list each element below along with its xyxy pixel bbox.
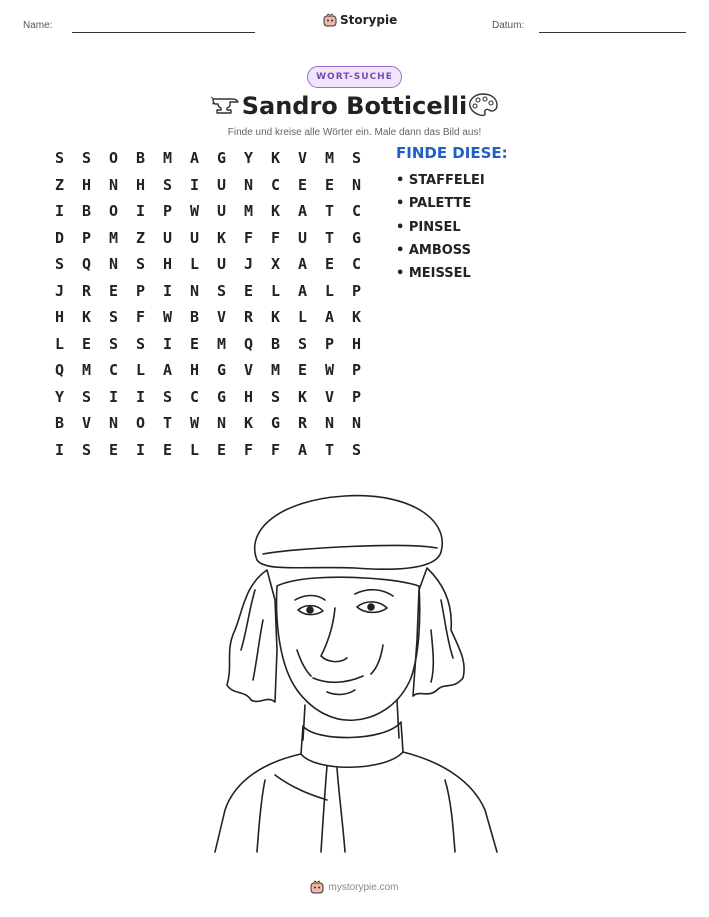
grid-letter[interactable]: E (216, 440, 227, 459)
grid-letter[interactable]: I (108, 387, 119, 406)
grid-letter[interactable]: B (270, 334, 281, 353)
grid-letter[interactable]: L (54, 334, 65, 353)
grid-letter[interactable]: E (108, 440, 119, 459)
grid-letter[interactable]: F (270, 440, 281, 459)
grid-letter[interactable]: N (324, 414, 335, 433)
grid-letter[interactable]: U (162, 228, 173, 247)
grid-letter[interactable]: K (243, 414, 254, 433)
grid-letter[interactable]: W (189, 414, 200, 433)
grid-letter[interactable]: T (324, 440, 335, 459)
grid-letter[interactable]: M (81, 361, 92, 380)
grid-letter[interactable]: W (162, 308, 173, 327)
grid-letter[interactable]: R (243, 308, 254, 327)
grid-letter[interactable]: P (135, 281, 146, 300)
grid-letter[interactable]: I (162, 334, 173, 353)
grid-letter[interactable]: A (324, 308, 335, 327)
grid-letter[interactable]: I (162, 281, 173, 300)
grid-letter[interactable]: U (297, 228, 308, 247)
grid-letter[interactable]: S (216, 281, 227, 300)
grid-letter[interactable]: A (297, 255, 308, 274)
grid-letter[interactable]: K (81, 308, 92, 327)
grid-letter[interactable]: V (216, 308, 227, 327)
date-line[interactable] (539, 32, 686, 33)
grid-letter[interactable]: K (270, 308, 281, 327)
grid-letter[interactable]: M (108, 228, 119, 247)
grid-letter[interactable]: B (189, 308, 200, 327)
grid-row (46, 145, 370, 172)
grid-letter[interactable]: L (189, 255, 200, 274)
grid-letter[interactable]: L (297, 308, 308, 327)
instructions: Finde und kreise alle Wörter ein. Male dann das Bild aus! (227, 127, 482, 138)
collar (301, 722, 403, 767)
grid-letter[interactable]: C (351, 255, 362, 274)
grid-letter[interactable]: S (297, 334, 308, 353)
grid-letter[interactable]: E (162, 440, 173, 459)
grid-letter[interactable]: G (216, 149, 227, 168)
grid-letter[interactable]: F (243, 228, 254, 247)
grid-letter[interactable]: B (135, 149, 146, 168)
grid-row (46, 410, 370, 437)
find-title: FINDE DIESE: (396, 144, 508, 162)
grid-letter[interactable]: B (54, 414, 65, 433)
grid-row (46, 225, 370, 252)
grid-letter[interactable]: F (270, 228, 281, 247)
grid-letter[interactable]: E (324, 255, 335, 274)
grid-letter[interactable]: H (243, 387, 254, 406)
grid-letter[interactable]: S (54, 149, 65, 168)
grid-letter[interactable]: U (189, 228, 200, 247)
grid-letter[interactable]: Z (135, 228, 146, 247)
footer-url[interactable]: mystorypie.com (328, 881, 399, 893)
grid-letter[interactable]: E (297, 175, 308, 194)
date-label: Datum: (492, 20, 525, 31)
grid-letter[interactable]: K (351, 308, 362, 327)
name-line[interactable] (72, 32, 255, 33)
grid-letter[interactable]: C (351, 202, 362, 221)
grid-letter[interactable]: P (351, 387, 362, 406)
grid-letter[interactable]: P (162, 202, 173, 221)
word-search-badge: WORT-SUCHE (307, 66, 402, 88)
grid-row (46, 172, 370, 199)
grid-letter[interactable]: T (324, 202, 335, 221)
brand-name: Storypie (340, 13, 398, 27)
grid-letter[interactable]: H (54, 308, 65, 327)
grid-letter[interactable]: A (162, 361, 173, 380)
grid-letter[interactable]: B (81, 202, 92, 221)
grid-letter[interactable]: M (162, 149, 173, 168)
grid-letter[interactable]: N (189, 281, 200, 300)
grid-letter[interactable]: P (351, 281, 362, 300)
grid-letter[interactable]: G (270, 414, 281, 433)
grid-letter[interactable]: L (324, 281, 335, 300)
grid-letter[interactable]: W (189, 202, 200, 221)
grid-letter[interactable]: I (135, 387, 146, 406)
grid-row (46, 437, 370, 464)
grid-letter[interactable]: X (270, 255, 281, 274)
word-item: • MEISSEL (396, 266, 471, 282)
grid-row (46, 331, 370, 358)
grid-letter[interactable]: V (81, 414, 92, 433)
grid-letter[interactable]: S (108, 334, 119, 353)
grid-letter[interactable]: S (81, 149, 92, 168)
grid-row (46, 304, 370, 331)
grid-letter[interactable]: L (270, 281, 281, 300)
word-item: • PINSEL (396, 219, 461, 235)
grid-letter[interactable]: C (108, 361, 119, 380)
grid-letter[interactable]: I (54, 440, 65, 459)
grid-letter[interactable]: M (216, 334, 227, 353)
grid-letter[interactable]: N (243, 175, 254, 194)
grid-letter[interactable]: S (162, 387, 173, 406)
grid-letter[interactable]: K (216, 228, 227, 247)
grid-letter[interactable]: S (270, 387, 281, 406)
grid-letter[interactable]: S (54, 255, 65, 274)
grid-letter[interactable]: Q (54, 361, 65, 380)
grid-letter[interactable]: Q (243, 334, 254, 353)
grid-letter[interactable]: E (324, 175, 335, 194)
grid-letter[interactable]: T (162, 414, 173, 433)
brand-logo (323, 13, 397, 27)
grid-letter[interactable]: I (189, 175, 200, 194)
grid-letter[interactable]: D (54, 228, 65, 247)
grid-letter[interactable]: S (351, 149, 362, 168)
footer (0, 880, 709, 894)
grid-letter[interactable]: O (135, 414, 146, 433)
grid-letter[interactable]: C (189, 387, 200, 406)
grid-letter[interactable]: S (81, 387, 92, 406)
grid-letter[interactable]: Y (54, 387, 65, 406)
grid-letter[interactable]: L (189, 440, 200, 459)
grid-letter[interactable]: M (324, 149, 335, 168)
letter-grid[interactable] (46, 145, 370, 463)
grid-letter[interactable]: A (297, 202, 308, 221)
grid-letter[interactable]: O (108, 202, 119, 221)
grid-letter[interactable]: V (297, 149, 308, 168)
grid-letter[interactable]: C (270, 175, 281, 194)
grid-letter[interactable]: E (189, 334, 200, 353)
cap (255, 496, 443, 570)
grid-row (46, 278, 370, 305)
grid-letter[interactable]: V (243, 361, 254, 380)
grid-letter[interactable]: A (189, 149, 200, 168)
grid-letter[interactable]: S (135, 334, 146, 353)
grid-letter[interactable]: H (162, 255, 173, 274)
grid-letter[interactable]: W (324, 361, 335, 380)
grid-letter[interactable]: R (81, 281, 92, 300)
word-item: • STAFFELEI (396, 173, 485, 188)
grid-letter[interactable]: K (270, 149, 281, 168)
grid-letter[interactable]: G (351, 228, 362, 247)
grid-letter[interactable]: R (297, 414, 308, 433)
name-label: Name: (23, 20, 53, 31)
grid-letter[interactable]: N (108, 414, 119, 433)
grid-letter[interactable]: A (297, 281, 308, 300)
page-title: Sandro Botticelli (241, 92, 468, 120)
grid-letter[interactable]: P (81, 228, 92, 247)
storypie-logo-icon (323, 13, 337, 27)
grid-letter[interactable]: K (270, 202, 281, 221)
grid-letter[interactable]: I (135, 202, 146, 221)
grid-letter[interactable]: H (135, 175, 146, 194)
grid-letter[interactable]: I (135, 440, 146, 459)
grid-letter[interactable]: H (351, 334, 362, 353)
grid-letter[interactable]: Y (243, 149, 254, 168)
grid-letter[interactable]: P (324, 334, 335, 353)
grid-row (46, 198, 370, 225)
word-item: • PALETTE (396, 196, 472, 212)
grid-letter[interactable]: H (81, 175, 92, 194)
grid-letter[interactable]: P (351, 361, 362, 380)
grid-letter[interactable]: I (54, 202, 65, 221)
grid-row (46, 384, 370, 411)
grid-letter[interactable]: U (216, 175, 227, 194)
grid-letter[interactable]: K (297, 387, 308, 406)
grid-letter[interactable]: T (324, 228, 335, 247)
grid-letter[interactable]: N (108, 255, 119, 274)
grid-letter[interactable]: G (216, 387, 227, 406)
grid-letter[interactable]: E (297, 361, 308, 380)
grid-letter[interactable]: M (243, 202, 254, 221)
grid-letter[interactable]: V (324, 387, 335, 406)
grid-letter[interactable]: Z (54, 175, 65, 194)
grid-letter[interactable]: N (351, 414, 362, 433)
grid-letter[interactable]: S (135, 255, 146, 274)
grid-letter[interactable]: N (108, 175, 119, 194)
grid-letter[interactable]: E (81, 334, 92, 353)
grid-letter[interactable]: N (351, 175, 362, 194)
grid-letter[interactable]: A (297, 440, 308, 459)
grid-letter[interactable]: E (108, 281, 119, 300)
hair-right (413, 568, 464, 696)
grid-letter[interactable]: G (216, 361, 227, 380)
grid-letter[interactable]: H (189, 361, 200, 380)
word-list (396, 172, 485, 288)
grid-letter[interactable]: N (216, 414, 227, 433)
grid-row (46, 251, 370, 278)
grid-letter[interactable]: F (243, 440, 254, 459)
botticelli-coloring-illustration[interactable] (205, 490, 505, 855)
grid-letter[interactable]: L (135, 361, 146, 380)
grid-letter[interactable]: J (54, 281, 65, 300)
palette-icon (467, 92, 499, 118)
grid-letter[interactable]: Q (81, 255, 92, 274)
grid-letter[interactable]: S (162, 175, 173, 194)
grid-letter[interactable]: S (351, 440, 362, 459)
grid-letter[interactable]: J (243, 255, 254, 274)
storypie-logo-icon (310, 880, 324, 894)
hair-left (227, 570, 277, 702)
grid-row (46, 357, 370, 384)
grid-letter[interactable]: O (108, 149, 119, 168)
grid-letter[interactable]: M (270, 361, 281, 380)
grid-letter[interactable]: U (216, 202, 227, 221)
grid-letter[interactable]: S (81, 440, 92, 459)
grid-letter[interactable]: U (216, 255, 227, 274)
grid-letter[interactable]: S (108, 308, 119, 327)
grid-letter[interactable]: E (243, 281, 254, 300)
grid-letter[interactable]: F (135, 308, 146, 327)
word-item: • AMBOSS (396, 242, 471, 258)
